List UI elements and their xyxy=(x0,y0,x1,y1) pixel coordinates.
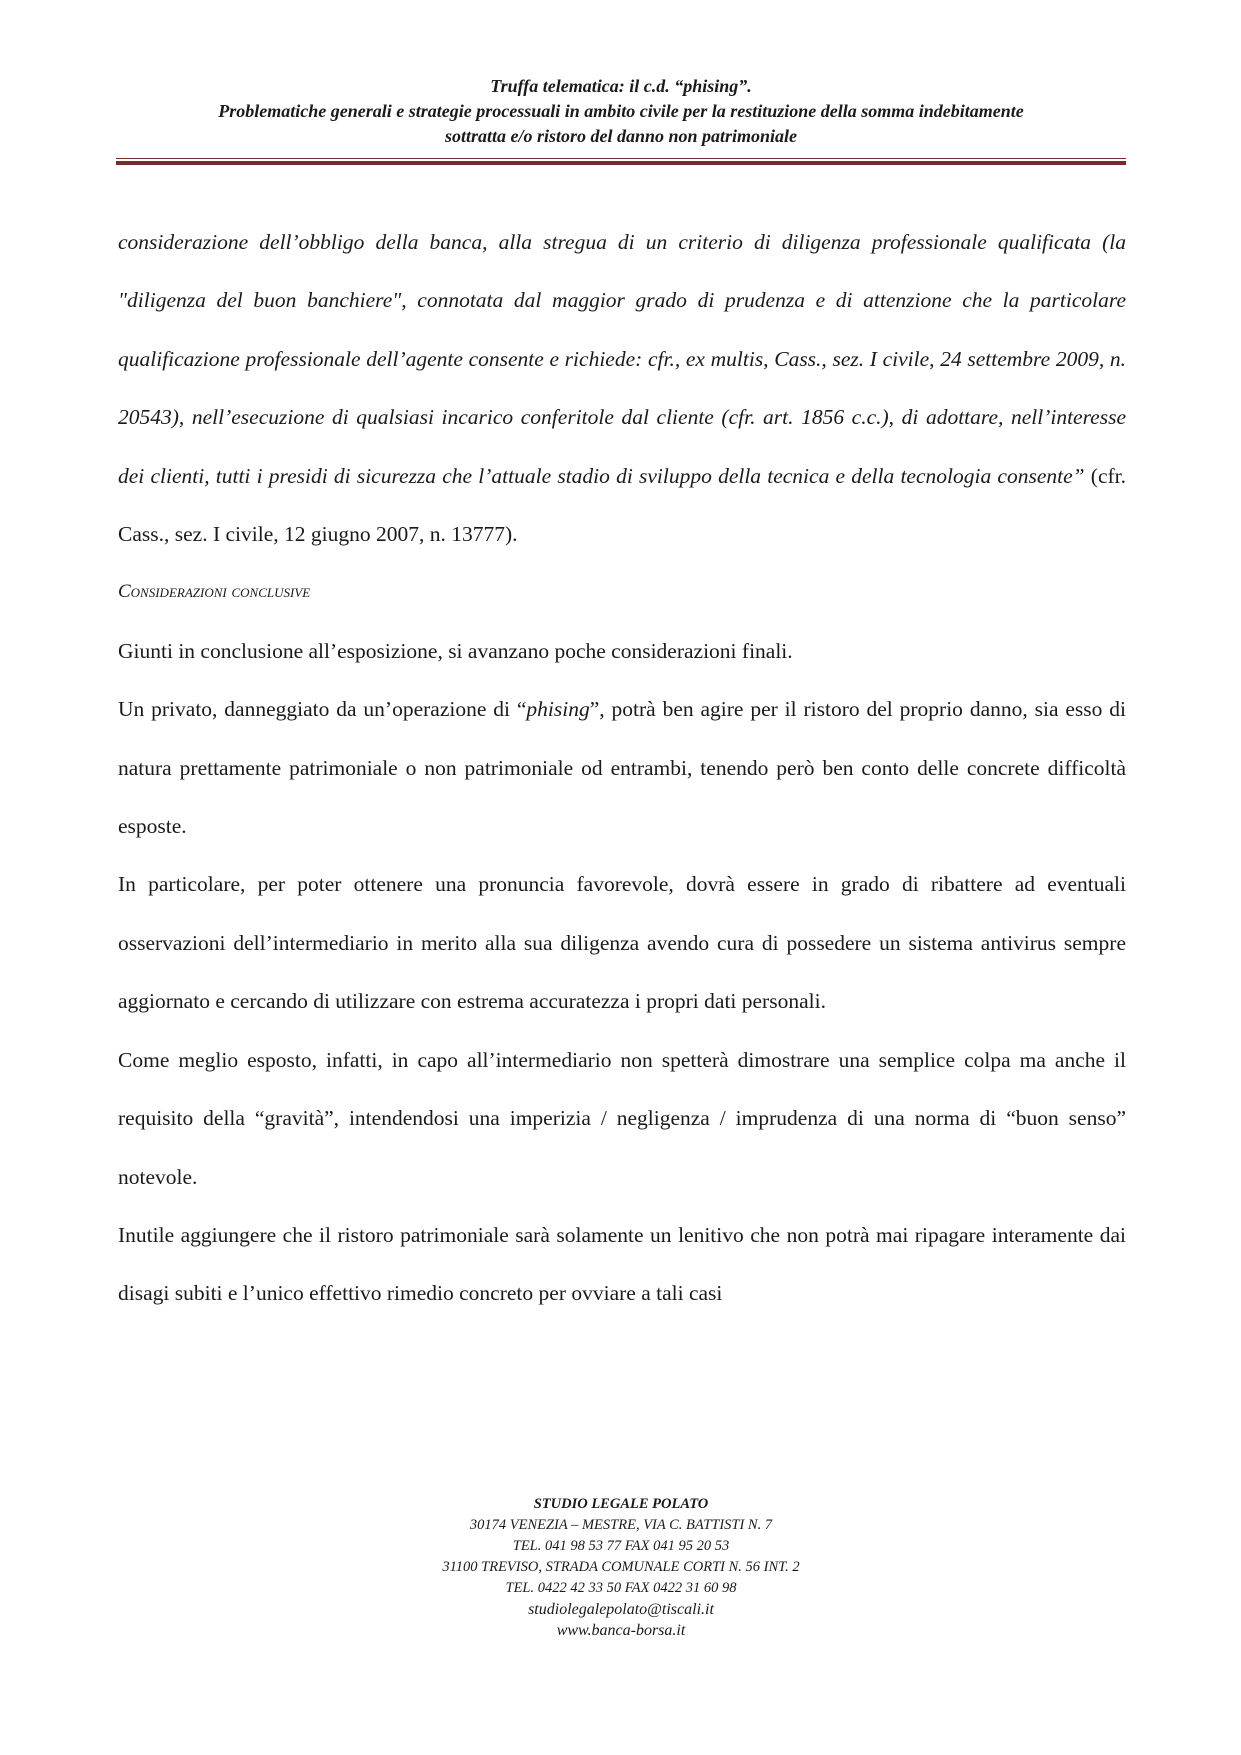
footer-phone-treviso: TEL. 0422 42 33 50 FAX 0422 31 60 98 xyxy=(505,1580,737,1596)
header-divider xyxy=(116,158,1126,165)
paragraph-5: Inutile aggiungere che il ristoro patrimoniale sarà solamente un lenitivo che non potrà mai ripagare interamente dai disagi subiti e l’unico effettivo rimedio concreto per ovviare a tali casi xyxy=(118,1222,1126,1306)
footer-address-venezia: 30174 VENEZIA – MESTRE, VIA C. BATTISTI N. 7 xyxy=(469,1517,773,1533)
footer-phone-venezia: TEL. 041 98 53 77 FAX 041 95 20 53 xyxy=(512,1538,730,1554)
header-title-line2: Problematiche generali e strategie processuali in ambito civile per la restituzione della somma indebitamente xyxy=(218,101,1024,121)
footer-address-treviso: 31100 TREVISO, STRADA COMUNALE CORTI N. 56 INT. 2 xyxy=(442,1559,800,1575)
header-title-line1: Truffa telematica: il c.d. “phising”. xyxy=(490,76,752,96)
paragraph-2-start: Un privato, danneggiato da un’operazione di “ xyxy=(118,697,527,722)
quote-text: considerazione dell’obbligo della banca, alla stregua di un criterio di diligenza professionale qualificata (la "diligenza del buon banchiere", connotata dal maggior grado di prudenza e di attenzione che la particolare qualificazione professionale dell’agente consente e richiede: cfr., ex multis, Cass., sez. I civile, 24 settembre 2009, n. 20543), nell’esecuzione di qualsiasi incarico conferitole dal cliente (cfr. art. 1856 c.c.), di adottare, nell’interesse dei clienti, tutti i presidi di sicurezza che l’attuale stadio di sviluppo della tecnica e della tecnologia consente” xyxy=(118,230,1126,488)
page-footer xyxy=(116,1494,1126,1641)
page-header xyxy=(116,74,1126,149)
footer-email: studiolegalepolato@tiscali.it xyxy=(528,1601,714,1618)
header-title-line3: sottratta e/o ristoro del danno non patrimoniale xyxy=(444,126,798,146)
header-divider-thin xyxy=(116,158,1126,159)
document-body xyxy=(118,213,1126,1323)
footer-website: www.banca-borsa.it xyxy=(556,1622,686,1639)
paragraph-1: Giunti in conclusione all’esposizione, si avanzano poche considerazioni finali. xyxy=(118,638,793,663)
paragraph-2-term: phising xyxy=(526,697,590,722)
footer-firm-name: STUDIO LEGALE POLATO xyxy=(533,1496,709,1512)
quote-paragraph xyxy=(118,213,1126,563)
header-divider-thick xyxy=(116,161,1126,165)
quote-citation: (cfr. Cass., sez. I civile, 12 giugno 2007, n. 13777). xyxy=(118,463,1127,547)
paragraph-4: Come meglio esposto, infatti, in capo all’intermediario non spetterà dimostrare una semplice colpa ma anche il requisito della “gravità”, intendendosi una imperizia / negligenza / imprudenza di una norma di “buon senso” notevole. xyxy=(118,1047,1126,1189)
section-heading: Considerazioni conclusive xyxy=(118,581,311,603)
paragraph-2 xyxy=(118,680,1126,855)
paragraph-3: In particolare, per poter ottenere una pronuncia favorevole, dovrà essere in grado di ribattere ad eventuali osservazioni dell’intermediario in merito alla sua diligenza avendo cura di possedere un sistema antivirus sempre aggiornato e cercando di utilizzare con estrema accuratezza i propri dati personali. xyxy=(118,872,1126,1014)
paragraph-2-end: ”, potrà ben agire per il ristoro del proprio danno, sia esso di natura prettamente patrimoniale o non patrimoniale od entrambi, tenendo però ben conto delle concrete difficoltà esposte. xyxy=(118,697,1126,839)
